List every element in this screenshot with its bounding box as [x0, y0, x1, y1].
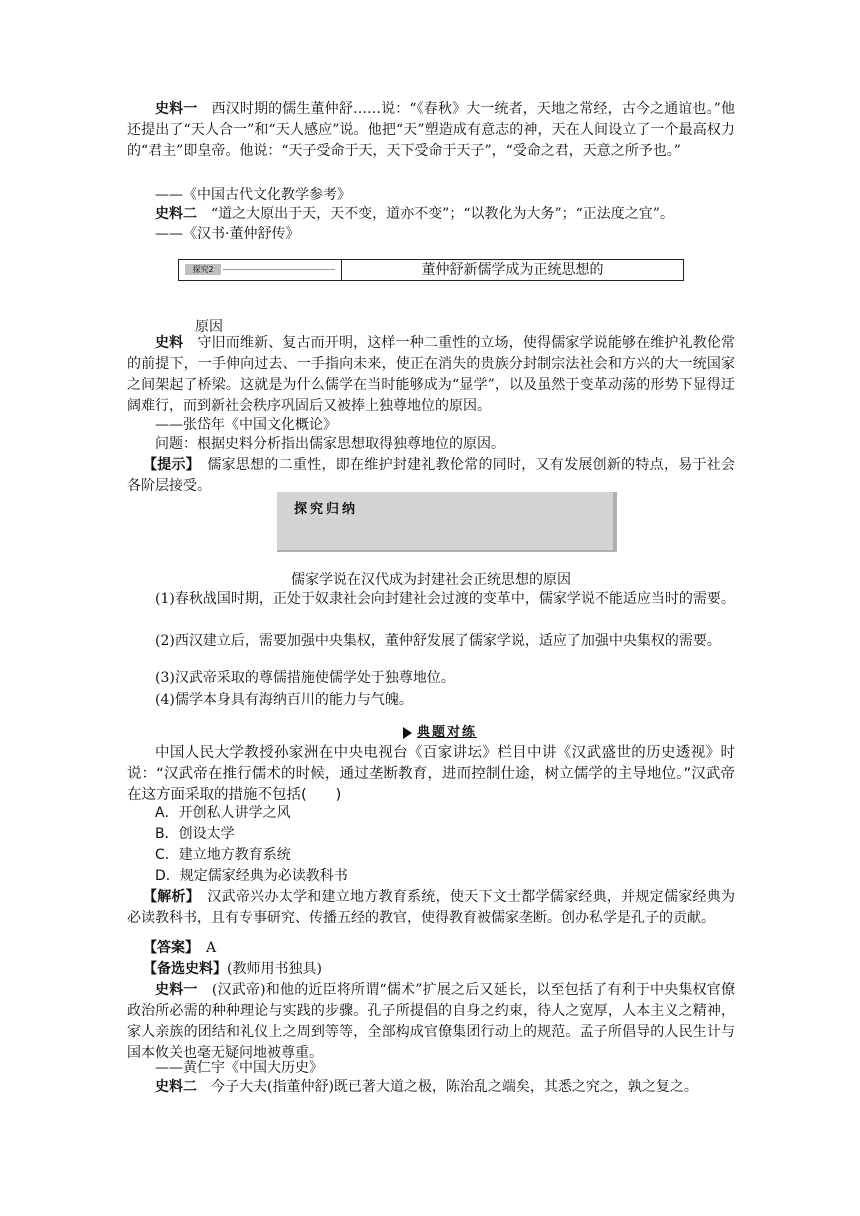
- extra-material-1-source: ——黄仁宇《中国大历史》: [155, 1060, 323, 1076]
- hint-text: 儒家思想的二重性，即在维护封建礼教伦常的同时，又有发展创新的特点，易于社会各阶层接受。: [127, 457, 736, 494]
- option-b: B．创设太学: [155, 826, 235, 842]
- answer-text: A: [206, 940, 217, 956]
- option-a: A．开创私人讲学之风: [155, 805, 291, 821]
- extra-note: (教师用书独具): [227, 961, 322, 977]
- option-c: C．建立地方教育系统: [155, 847, 291, 863]
- reason-material-text: 守旧而维新、复古而开明，这样一种二重性的立场，使得儒家学说能够在维护礼教伦常的前提下，一手伸向过去、一手指向未来，使正在消失的贵族分封制宗法社会和方兴的大一统国家之间架起了桥梁。这就是为什么儒学在当时能够成为“显学”，以及虽然于变革动荡的形势下显得迂阔难行，而到新社会秩序巩固后又被捧上独尊地位的原因。: [127, 335, 736, 414]
- reason-material-label: 史料: [155, 335, 184, 351]
- material-2-text: “道之大原出于天，天不变，道亦不变”；“以教化为大务”；“正法度之宜”。: [211, 206, 674, 222]
- extra-material-2-text: 今子大夫(指董仲舒)既已著大道之极，陈治乱之端矣，其悉之究之，孰之复之。: [211, 1079, 698, 1095]
- option-d: D．规定儒家经典为必读教科书: [155, 868, 348, 884]
- reason-source: ——张岱年《中国文化概论》: [155, 417, 337, 433]
- extra-material-1: [127, 980, 735, 1064]
- reason-material: [127, 333, 735, 417]
- section-2-tag-cell: [179, 260, 342, 280]
- summary-point: (2)西汉建立后，需要加强中央集权，董仲舒发展了儒家学说，适应了加强中央集权的需要。: [155, 633, 721, 649]
- extra-material-2-label: 史料二: [155, 1079, 197, 1095]
- extra-material-1-text: (汉武帝)和他的近臣将所谓“儒术”扩展之后又延长，以至包括了有利于中央集权官僚政治所必需的种种理论与实践的步骤。孔子所提倡的自身之约束，待人之宽厚，人本主义之精神，家人亲族的团结和礼仪上之周到等等，全部构成官僚集团行动上的规范。孟子所倡导的人民生计与国本攸关也毫无疑问地被尊重。: [127, 982, 735, 1061]
- extra-label: 【备选史料】: [143, 961, 227, 977]
- reason-heading: 原因: [195, 319, 223, 335]
- summary-point: (1)春秋战国时期，正处于奴隶社会向封建社会过渡的变革中，儒家学说不能适应当时的需要。: [155, 591, 735, 607]
- material-1: [127, 99, 735, 162]
- triangle-right-icon: [403, 727, 412, 739]
- analysis: [127, 887, 735, 929]
- material-1-text: 西汉时期的儒生董仲舒……说：“《春秋》大一统者，天地之常经，古今之通谊也。”他还提出了“天人合一”和“天人感应”说。他把“天”塑造成有意志的神，天在人间设立了一个最高权力的“君主”即皇帝。他说：“天子受命于天，天下受命于天子”，“受命之君，天意之所予也。”: [127, 101, 736, 159]
- section-2-title: 董仲舒新儒学成为正统思想的: [421, 262, 604, 278]
- practice-question: 中国人民大学教授孙家洲在中央电视台《百家讲坛》栏目中讲《汉武盛世的历史透视》时说：“汉武帝在推行儒术的时候，通过垄断教育，进而控制仕途，树立儒学的主导地位。”汉武帝在这方面采取的措施不包括( ): [127, 745, 735, 803]
- summary-label: 探究归纳: [294, 502, 359, 517]
- answer-label: 【答案】: [143, 940, 192, 956]
- summary-point: (3)汉武帝采取的尊儒措施使儒学处于独尊地位。: [155, 670, 455, 686]
- summary-title: 儒家学说在汉代成为封建社会正统思想的原因: [291, 572, 571, 588]
- extra-material-1-label: 史料一: [155, 982, 198, 998]
- practice-label: 典题对练: [417, 725, 478, 740]
- reason-hint: [127, 455, 735, 497]
- extra-material-2: [127, 1077, 735, 1098]
- answer: [143, 938, 216, 959]
- material-2: [127, 204, 735, 225]
- section-2-banner: [178, 259, 684, 281]
- analysis-text: 汉武帝兴办太学和建立地方教育系统，使天下文士都学儒家经典，并规定儒家经典为必读教科书，且有专事研究、传播五经的教官，使得教育被儒家垄断。创办私学是孔子的贡献。: [127, 889, 736, 926]
- material-1-source: ——《中国古代文化教学参考》: [155, 187, 351, 203]
- arrow-line-icon: [223, 269, 335, 270]
- reason-question: 问题：根据史料分析指出儒家思想取得独尊地位的原因。: [155, 436, 505, 452]
- extra-materials-header: [143, 959, 322, 980]
- hint-label: 【提示】: [143, 457, 194, 473]
- material-2-source: ——《汉书·董仲舒传》: [155, 226, 300, 242]
- material-2-label: 史料二: [155, 206, 197, 222]
- material-1-label: 史料一: [155, 101, 198, 117]
- analysis-label: 【解析】: [143, 889, 194, 905]
- summary-point: (4)儒学本身具有海纳百川的能力与气魄。: [155, 692, 413, 708]
- section-2-tag: 探究2: [185, 264, 221, 275]
- summary-box: [277, 492, 617, 552]
